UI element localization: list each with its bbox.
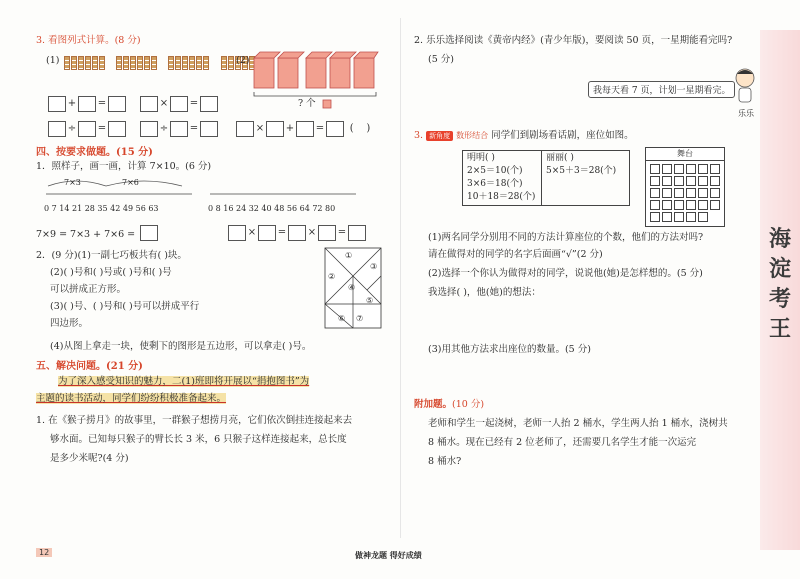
answer-box[interactable] bbox=[326, 121, 344, 137]
seat bbox=[698, 164, 708, 174]
answer-box[interactable] bbox=[78, 96, 96, 112]
footer-slogan: 做神龙题 得好成绩 bbox=[355, 550, 422, 560]
answer-box[interactable] bbox=[228, 225, 246, 241]
seat bbox=[650, 200, 660, 210]
new-angle-tag: 新角度 bbox=[426, 131, 453, 141]
seat bbox=[686, 212, 696, 222]
mingming-step: 10＋18＝28(个) bbox=[467, 192, 536, 202]
sub2-line1: (2)选择一个你认为做得对的同学，说说他(她)是怎样想的。(5 分) bbox=[428, 268, 703, 279]
seat bbox=[698, 212, 708, 222]
answer-box[interactable] bbox=[170, 96, 188, 112]
q3-number: 3. bbox=[414, 130, 424, 141]
tangram-q-line3: 可以拼成正方形。 bbox=[50, 284, 127, 295]
answer-box[interactable] bbox=[48, 96, 66, 112]
paren-blank[interactable]: ( ) bbox=[349, 123, 371, 134]
seat bbox=[710, 188, 720, 198]
answer-box[interactable] bbox=[288, 225, 306, 241]
mingming-step: 2×5＝10(个) bbox=[467, 166, 523, 176]
answer-box[interactable] bbox=[258, 225, 276, 241]
tangram-q-line1: 2．(9 分)(1)一副七巧板共有( )块。 bbox=[36, 250, 187, 261]
answer-box[interactable] bbox=[108, 96, 126, 112]
tangram-label: ⑤ bbox=[366, 296, 374, 305]
kid-name: 乐乐 bbox=[738, 109, 754, 118]
equals-sign: = bbox=[315, 123, 325, 134]
seat bbox=[650, 212, 660, 222]
section-4-title: 四、按要求做题。(15 分) bbox=[36, 147, 153, 158]
monkey-q-line3: 是多少米呢?(4 分) bbox=[50, 453, 129, 464]
answer-row-2b bbox=[140, 118, 218, 137]
seat-q-text: 同学们到剧场看话剧，座位如图。 bbox=[491, 130, 634, 141]
intro-line1-text: 为了深入感受知识的魅力，二(1)班即将开展以“捐抱图书”为 bbox=[58, 376, 310, 387]
plus-sign: = bbox=[277, 227, 287, 238]
tangram-q-line2: (2)( )号和( )号或( )号和( )号 bbox=[50, 267, 172, 278]
sec4-q1-text: 1．照样子，画一画，计算 7×10。(6 分) bbox=[36, 161, 212, 172]
sub1-line2: 请在做得对的同学的名字后面画“√”(2 分) bbox=[428, 249, 603, 260]
tangram-label: ① bbox=[345, 251, 353, 260]
times-sign: × bbox=[255, 123, 265, 134]
tangram-label: ② bbox=[328, 272, 336, 281]
brand-title bbox=[765, 225, 795, 345]
answer-box[interactable] bbox=[108, 121, 126, 137]
times-sign: × bbox=[247, 227, 257, 238]
answer-box[interactable] bbox=[140, 225, 158, 241]
answer-row-2a bbox=[48, 118, 126, 137]
intro-line1 bbox=[58, 375, 309, 388]
mingming-label[interactable]: 明明( ) bbox=[467, 153, 495, 163]
seat bbox=[686, 176, 696, 186]
bonus-points: (10 分) bbox=[452, 399, 485, 410]
seat bbox=[662, 212, 672, 222]
tangram-q-line5: 四边形。 bbox=[50, 318, 89, 329]
mingming-step: 3×6＝18(个) bbox=[467, 179, 523, 189]
seat bbox=[662, 176, 672, 186]
plus-sign: + bbox=[285, 123, 295, 134]
line2-ticks: 0 8 16 24 32 40 48 56 64 72 80 bbox=[208, 204, 336, 213]
answer-box[interactable] bbox=[296, 121, 314, 137]
divide-sign: ÷ bbox=[67, 123, 77, 134]
tangram-q-line4: (3)( )号、( )号和( )号可以拼成平行 bbox=[50, 301, 200, 312]
answer-box[interactable] bbox=[266, 121, 284, 137]
seat bbox=[674, 164, 684, 174]
reading-q-line1: 2. 乐乐选择阅读《黄帝内经》(青少年版)，要阅读 50 页，一星期能看完吗? bbox=[414, 35, 733, 46]
answer-box[interactable] bbox=[78, 121, 96, 137]
answer-box[interactable] bbox=[318, 225, 336, 241]
sub2-line2: 我选择( )，他(她)的想法： bbox=[428, 287, 541, 298]
brand-char: 海 bbox=[768, 227, 791, 252]
answer-box[interactable] bbox=[140, 121, 158, 137]
line1-ticks: 0 7 14 21 28 35 42 49 56 63 bbox=[44, 204, 159, 213]
stage-label: 舞台 bbox=[646, 148, 724, 161]
bonus-line3: 8 桶水? bbox=[428, 456, 462, 467]
seat bbox=[686, 164, 696, 174]
equals-sign: = bbox=[189, 123, 199, 134]
bottle-groups bbox=[64, 52, 263, 71]
seat-q-header bbox=[414, 129, 634, 142]
q3-title-text: 3. 看图列式计算。(8 分) bbox=[36, 35, 141, 46]
equals-sign: = bbox=[337, 227, 347, 238]
bonus-title: 附加题。 bbox=[414, 399, 453, 410]
seat bbox=[662, 164, 672, 174]
seat bbox=[698, 176, 708, 186]
sub3-text: (3)用其他方法求出座位的数量。(5 分) bbox=[428, 344, 591, 355]
cube-stacks-image bbox=[250, 44, 380, 92]
seat bbox=[710, 164, 720, 174]
intro-line2-text: 主题的读书活动，同学们纷纷积极准备起来。 bbox=[36, 393, 227, 404]
line1-label-b: 7×6 bbox=[122, 178, 139, 187]
seating-chart bbox=[645, 147, 725, 227]
number-shape-tag: 数形结合 bbox=[456, 131, 489, 140]
bottle-group bbox=[116, 52, 158, 71]
kid-avatar-image bbox=[732, 66, 758, 106]
equals-sign: = bbox=[97, 123, 107, 134]
seat bbox=[674, 212, 684, 222]
tangram-label: ⑥ bbox=[338, 314, 346, 323]
q3-2-label: (2) bbox=[236, 55, 250, 66]
tangram-label: ⑦ bbox=[356, 314, 364, 323]
q3-1-label: (1) bbox=[46, 55, 60, 66]
times-sign: × bbox=[307, 227, 317, 238]
lili-label[interactable]: 丽丽( ) bbox=[546, 153, 574, 163]
seat bbox=[698, 200, 708, 210]
brand-char: 淀 bbox=[768, 257, 791, 282]
tangram-q-line6: (4)从图上拿走一块，使剩下的图形是五边形，可以拿走( )号。 bbox=[50, 341, 312, 352]
answer-box[interactable] bbox=[48, 121, 66, 137]
brand-sidebar bbox=[760, 30, 800, 550]
seat bbox=[650, 164, 660, 174]
seat-grid bbox=[646, 161, 724, 225]
seat bbox=[650, 188, 660, 198]
number-line-2[interactable] bbox=[208, 188, 358, 200]
seat bbox=[662, 200, 672, 210]
cube-caption: ? 个 bbox=[298, 98, 316, 109]
section-5-title: 五、解决问题。(21 分) bbox=[36, 361, 143, 372]
divide-sign: ÷ bbox=[159, 123, 169, 134]
times-sign: × bbox=[159, 98, 169, 109]
eq-row bbox=[36, 222, 158, 241]
brand-char: 考 bbox=[768, 287, 791, 312]
seat bbox=[686, 200, 696, 210]
seat bbox=[674, 188, 684, 198]
answer-box[interactable] bbox=[200, 121, 218, 137]
lili-step: 5×5＋3＝28(个) bbox=[546, 166, 617, 176]
monkey-q-line1: 1. 在《猴子捞月》的故事里，一群猴子想捞月亮，它们依次倒挂连接起来去 bbox=[36, 415, 353, 426]
bonus-line2: 8 桶水。现在已经有 2 位老师了，还需要几名学生才能一次运完 bbox=[428, 437, 697, 448]
bonus-line1: 老师和学生一起浇树，老师一人抬 2 桶水，学生两人抬 1 桶水，浇树共 bbox=[428, 418, 728, 429]
answer-box[interactable] bbox=[236, 121, 254, 137]
seat bbox=[710, 176, 720, 186]
answer-box[interactable] bbox=[200, 96, 218, 112]
page-number: 12 bbox=[36, 548, 52, 557]
bottle-group bbox=[64, 52, 106, 71]
tangram-label: ③ bbox=[370, 262, 378, 271]
page-divider bbox=[400, 18, 401, 538]
seat bbox=[674, 176, 684, 186]
answer-box[interactable] bbox=[170, 121, 188, 137]
tangram-label: ④ bbox=[348, 283, 356, 292]
equals-sign: = bbox=[97, 98, 107, 109]
answer-box[interactable] bbox=[140, 96, 158, 112]
plus-sign: + bbox=[67, 98, 77, 109]
solutions-table bbox=[462, 150, 630, 206]
seat bbox=[686, 188, 696, 198]
seat bbox=[662, 188, 672, 198]
intro-line2 bbox=[36, 392, 226, 405]
q3-title bbox=[36, 34, 141, 47]
seat bbox=[674, 200, 684, 210]
sub1-line1: (1)两名同学分别用不同的方法计算座位的个数，他们的方法对吗? bbox=[428, 232, 704, 243]
monkey-q-line2: 够水面。已知每只猴子的臂长长 3 米，6 只猴子这样连接起来，总长度 bbox=[50, 434, 347, 445]
answer-row-1b bbox=[140, 93, 218, 112]
answer-row-1a bbox=[48, 93, 126, 112]
seat bbox=[698, 188, 708, 198]
eq-row-2 bbox=[228, 222, 366, 241]
equals-sign: = bbox=[189, 98, 199, 109]
reading-q-line2: (5 分) bbox=[428, 54, 454, 65]
bonus-header bbox=[414, 398, 484, 411]
seat bbox=[650, 176, 660, 186]
brand-char: 王 bbox=[768, 317, 791, 342]
line1-label-a: 7×3 bbox=[64, 178, 81, 187]
single-cube-icon bbox=[322, 97, 334, 109]
speech-bubble: 我每天看 7 页，计划一星期看完。 bbox=[588, 81, 735, 98]
mingming-cell bbox=[463, 151, 542, 206]
eq-text: 7×9 = 7×3 + 7×6 = bbox=[36, 229, 136, 240]
seat bbox=[710, 200, 720, 210]
answer-row-3 bbox=[236, 118, 376, 137]
lili-cell bbox=[542, 151, 630, 206]
bottle-group bbox=[168, 52, 210, 71]
answer-box[interactable] bbox=[348, 225, 366, 241]
